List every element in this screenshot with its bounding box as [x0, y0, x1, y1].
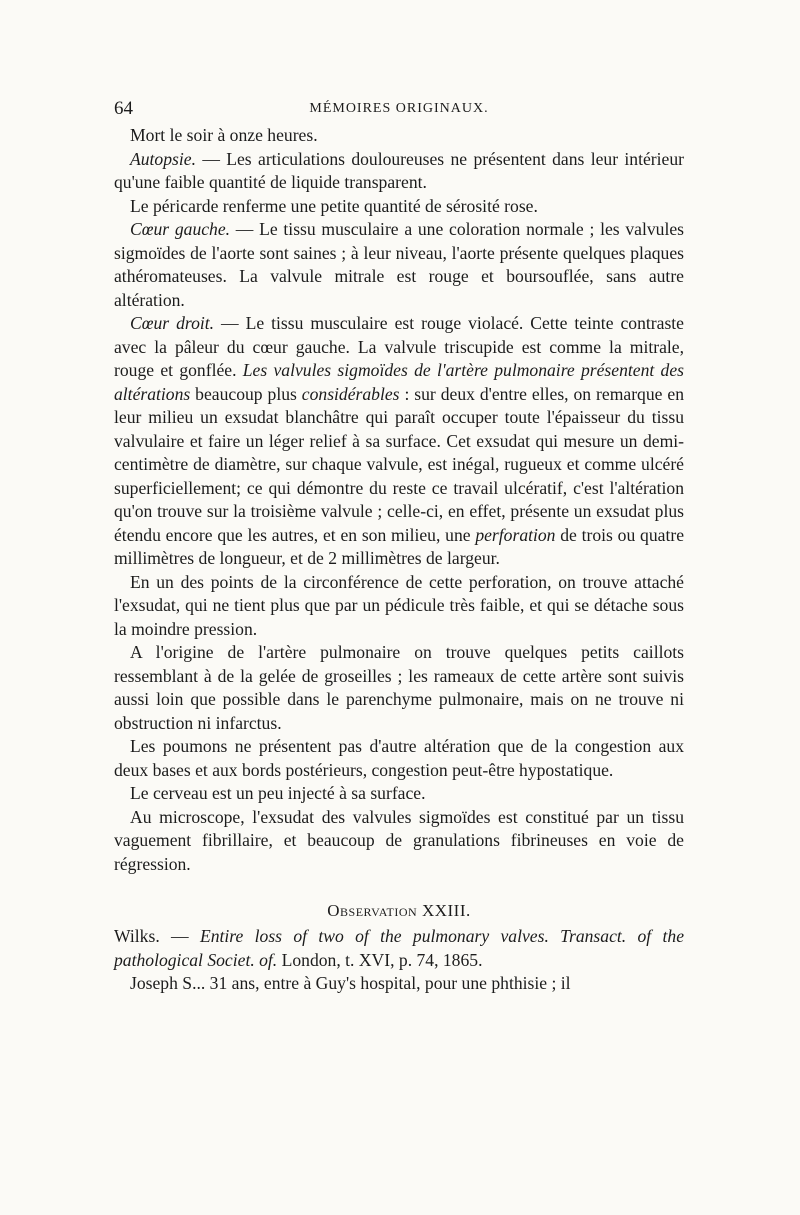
paragraph: En un des points de la circonférence de cette perforation, on trouve attaché l'exsudat, qui ne tient plus que par un pédicule très faible, et qui se détache sous la moindre pression. — [114, 571, 684, 639]
paragraph: Mort le soir à onze heures. — [130, 125, 318, 145]
paragraph: Le péricarde renferme une petite quantité de sérosité rose. — [130, 195, 538, 216]
paragraph-text: — Les articulations douloureuses ne présentent dans leur intérieur qu'une faible quantité de liquide transparent. — [114, 148, 684, 192]
paragraph — [114, 312, 684, 571]
reference-author: Wilks. — [114, 926, 160, 946]
section-lead: Cœur gauche. — [130, 219, 231, 239]
emphasis-text: considérables — [301, 383, 400, 404]
paragraph-text: : sur deux d'entre elles, on remarque en leur milieu un exsudat blanchâtre qui paraît occuper toute l'épaisseur du tissu valvulaire et faire un léger relief à sa surface. Cet exsudat qui mesure un demi-centimètre de diamètre, sur chaque valvule, est inégal, rugueux et comme ulcéré superficiellement; ce qui démontre du reste ce travail ulcératif, c'est l'altération qu'on trouve sur la troisième valvule ; celle-ci, en effet, présente un exsudat plus étendu encore que les autres, et en son milieu, une — [114, 383, 684, 545]
emphasis-text: perforation — [475, 524, 556, 545]
running-head: MÉMOIRES ORIGINAUX. — [309, 101, 489, 116]
paragraph — [114, 148, 684, 195]
paragraph-text: — Le tissu musculaire est rouge violacé. Cette teinte contraste avec la pâleur du cœur gauche. La valvule triscupide est comme la mitrale, rouge et gonflée. — [114, 313, 684, 380]
paragraph: Les poumons ne présentent pas d'autre altération que de la congestion aux deux bases et aux bords postérieurs, congestion peut-être hypostatique. — [114, 736, 684, 780]
reference-details: London, t. XVI, p. 74, 1865. — [277, 949, 483, 970]
page-header — [114, 98, 684, 124]
bibliographic-reference — [114, 925, 684, 972]
paragraph-text: beaucoup plus — [190, 383, 302, 404]
paragraph: Le cerveau est un peu injecté à sa surface. — [130, 783, 426, 803]
page-body — [114, 124, 684, 996]
paragraph-text: de trois ou quatre millimètres de longueur, et de 2 millimètres de largeur. — [114, 524, 684, 568]
paragraph: Joseph S... 31 ans, entre à Guy's hospital, pour une phthisie ; il — [130, 973, 571, 993]
observation-title: Observation XXIII. — [327, 901, 471, 920]
reference-title: Entire loss of two of the pulmonary valves. Transact. of the pathological Societ. of. — [114, 926, 685, 970]
page-number: 64 — [114, 98, 133, 119]
section-lead: Cœur droit. — [130, 313, 215, 333]
section-lead: Autopsie. — [130, 148, 196, 169]
paragraph: A l'origine de l'artère pulmonaire on trouve quelques petits caillots ressemblant à de la gelée de groseilles ; les rameaux de cette artère sont suivis aussi loin que possible dans le parenchyme pulmonaire, mais on ne trouve ni obstruction ni infarctus. — [114, 642, 684, 733]
paragraph-text: — Le tissu musculaire a une coloration normale ; les valvules sigmoïdes de l'aorte sont saines ; à leur niveau, l'aorte présente quelques plaques athéromateuses. La valvule mitrale est rouge et boursouflée, sans autre altération. — [114, 219, 685, 310]
reference-dash: — — [159, 926, 200, 946]
paragraph: Au microscope, l'exsudat des valvules sigmoïdes est constitué par un tissu vaguement fibrillaire, et beaucoup de granulations fibrineuses en voie de régression. — [114, 806, 684, 874]
emphasis-text: Les valvules sigmoïdes de l'artère pulmonaire présentent des altérations — [114, 360, 685, 404]
reference-line — [114, 925, 684, 972]
paragraph — [114, 218, 684, 312]
